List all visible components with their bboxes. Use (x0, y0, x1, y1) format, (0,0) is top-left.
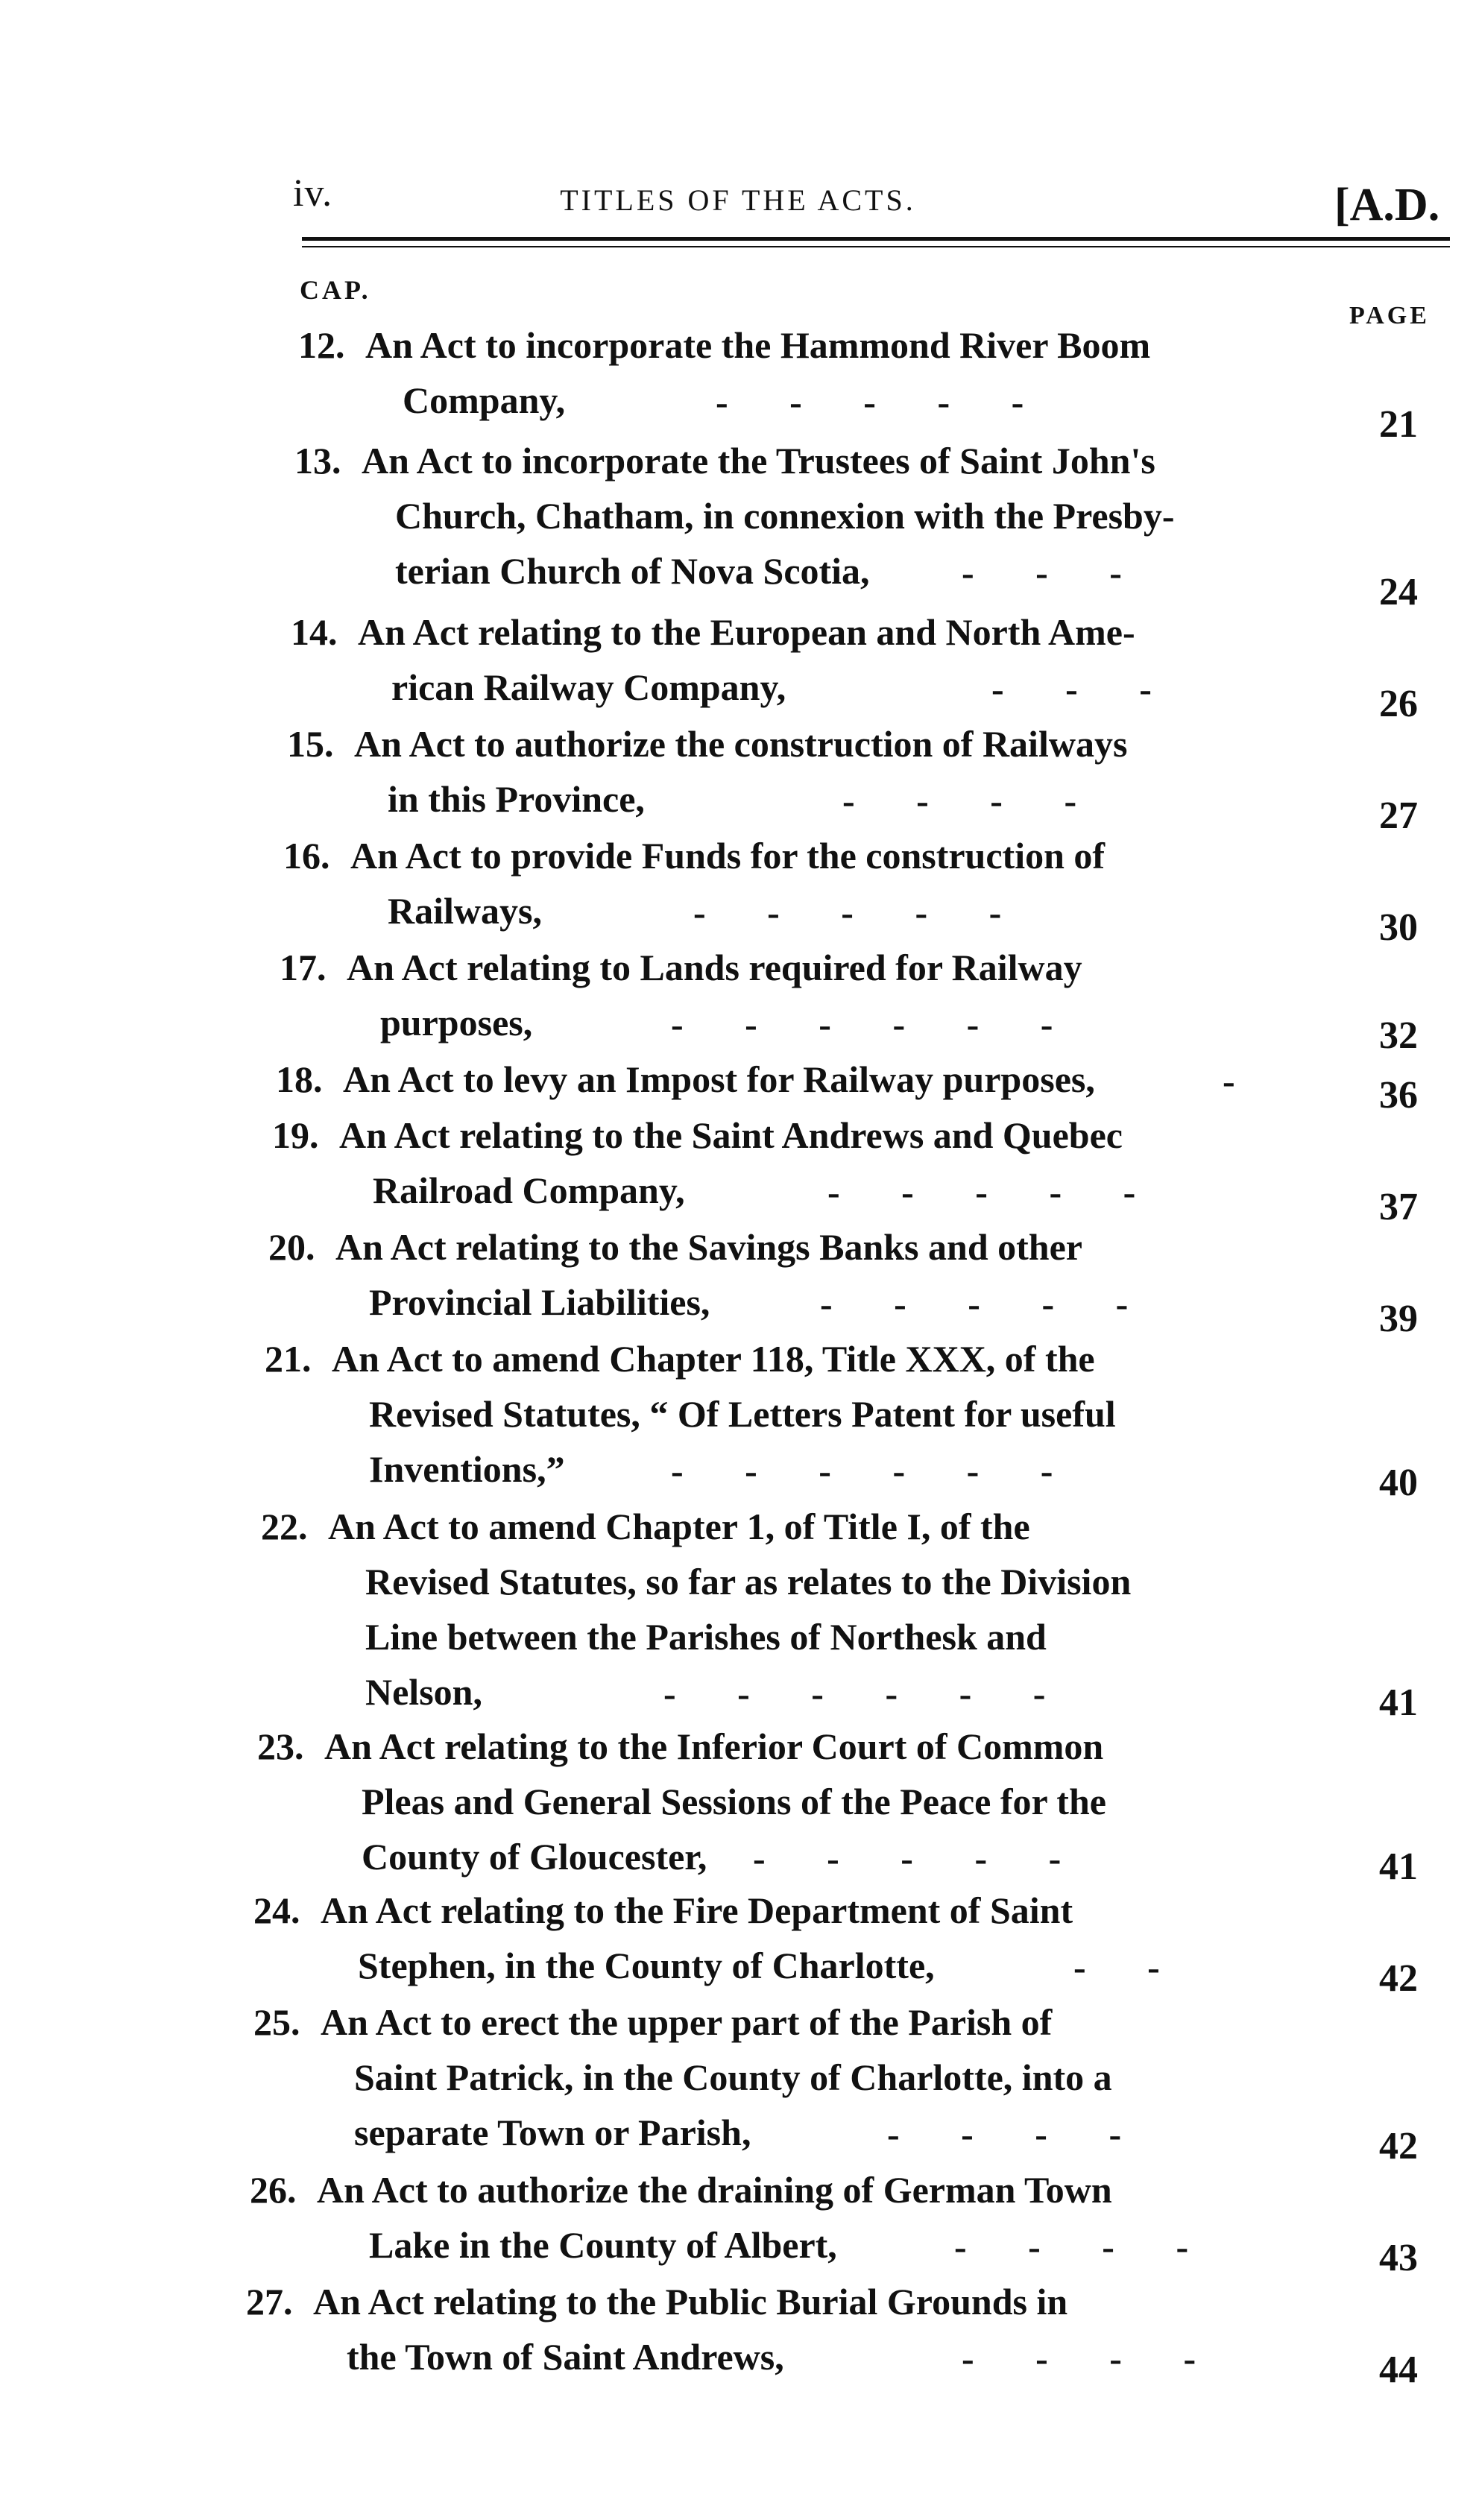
page-reference: 37 (1379, 1186, 1418, 1228)
page-reference: 43 (1379, 2237, 1418, 2279)
year-mark: [A.D. (1334, 180, 1440, 230)
act-title-line: An Act to erect the upper part of the Parish of (321, 2001, 1053, 2043)
dot-leader: - - - (991, 668, 1152, 710)
act-title-line: An Act to provide Funds for the construction of (350, 835, 1106, 877)
cap-number: 22. (261, 1506, 308, 1547)
act-title-line: An Act to levy an Impost for Railway purposes, (343, 1058, 1095, 1100)
dot-leader: - - - - - (820, 1283, 1129, 1324)
act-title-line: An Act relating to the Fire Department of Saint (321, 1889, 1073, 1931)
dot-leader: - - - - - - (671, 1450, 1053, 1491)
page-reference: 42 (1379, 1957, 1418, 2000)
page-reference: 30 (1379, 906, 1418, 949)
dot-leader: - - - - - (693, 891, 1002, 933)
page-reference: 44 (1379, 2349, 1418, 2391)
dot-leader: - - - - - (753, 1837, 1062, 1879)
cap-number: 12. (298, 324, 345, 366)
cap-number: 19. (272, 1114, 319, 1156)
act-title-line: An Act relating to the Saint Andrews and Quebec (339, 1114, 1123, 1156)
cap-number: 14. (291, 611, 338, 653)
act-title-line: Lake in the County of Albert, (369, 2224, 837, 2266)
cap-number: 26. (250, 2169, 297, 2211)
cap-number: 23. (257, 1725, 304, 1767)
act-title-line: the Town of Saint Andrews, (347, 2336, 784, 2378)
cap-number: 24. (253, 1889, 300, 1931)
cap-number: 21. (265, 1338, 312, 1380)
act-title-line: Pleas and General Sessions of the Peace for the (362, 1781, 1106, 1822)
dot-leader: - - - - - - (671, 1003, 1053, 1045)
page-column-label: PAGE (1349, 302, 1430, 329)
cap-number: 18. (276, 1058, 323, 1100)
cap-number: 13. (294, 440, 341, 481)
cap-number: 27. (246, 2281, 293, 2322)
cap-number: 16. (283, 835, 330, 877)
header-rule-thick (302, 237, 1450, 241)
act-title-line: An Act relating to Lands required for Railway (347, 947, 1082, 988)
cap-number: 20. (268, 1226, 315, 1268)
act-title-line: Church, Chatham, in connexion with the Presby- (395, 495, 1175, 537)
act-title-line: Saint Patrick, in the County of Charlotte, into a (354, 2056, 1112, 2098)
page-reference: 39 (1379, 1298, 1418, 1340)
act-title-line: Line between the Parishes of Northesk and (365, 1616, 1047, 1658)
act-title-line: Revised Statutes, “ Of Letters Patent for useful (369, 1393, 1116, 1435)
act-title-line: An Act to authorize the construction of Railways (354, 723, 1128, 765)
act-title-line: An Act relating to the Public Burial Grounds in (313, 2281, 1068, 2322)
act-title-line: Provincial Liabilities, (369, 1281, 710, 1323)
act-title-line: Company, (403, 379, 566, 421)
act-title-line: rican Railway Company, (391, 666, 786, 708)
act-title-line: An Act to authorize the draining of German Town (317, 2169, 1112, 2211)
page-reference: 42 (1379, 2125, 1418, 2167)
page-reference: 36 (1379, 1074, 1418, 1117)
page-reference: 21 (1379, 403, 1418, 446)
act-title-line: separate Town or Parish, (354, 2112, 751, 2153)
act-title-line: An Act to amend Chapter 1, of Title I, of the (328, 1506, 1030, 1547)
act-title-line: Revised Statutes, so far as relates to the Division (365, 1561, 1132, 1602)
dot-leader: - - (1073, 1946, 1160, 1988)
act-title-line: An Act to incorporate the Trustees of Saint John's (362, 440, 1155, 481)
act-title-line: purposes, (380, 1002, 533, 1043)
cap-number: 25. (253, 2001, 300, 2043)
page-reference: 26 (1379, 683, 1418, 725)
act-title-line: An Act to incorporate the Hammond River Boom (365, 324, 1151, 366)
header-rule-thin (302, 246, 1450, 247)
page-reference: 32 (1379, 1014, 1418, 1057)
act-title-line: in this Province, (388, 778, 645, 820)
cap-number: 17. (280, 947, 327, 988)
act-title-line: An Act relating to the European and North Ame- (358, 611, 1135, 653)
page-reference: 27 (1379, 795, 1418, 837)
page-reference: 41 (1379, 1845, 1418, 1888)
act-title-line: Railroad Company, (373, 1169, 685, 1211)
cap-number: 15. (287, 723, 334, 765)
act-title-line: Railways, (388, 890, 542, 932)
page-reference: 41 (1379, 1681, 1418, 1724)
act-title-line: An Act to amend Chapter 118, Title XXX, of the (332, 1338, 1095, 1380)
cap-column-label: CAP. (300, 275, 371, 305)
dot-leader: - - - - - - (663, 1673, 1046, 1714)
page-number: iv. (293, 172, 333, 215)
act-title-line: Nelson, (365, 1671, 482, 1713)
act-title-line: Inventions,” (369, 1448, 565, 1490)
act-title-line: Stephen, in the County of Charlotte, (358, 1945, 935, 1986)
act-title-line: terian Church of Nova Scotia, (395, 550, 870, 592)
dot-leader: - - - - - (827, 1171, 1136, 1213)
dot-leader: - - - (962, 552, 1122, 593)
act-title-line: An Act relating to the Inferior Court of Common (324, 1725, 1104, 1767)
dot-leader: - - - - (962, 2337, 1196, 2379)
act-title-line: County of Gloucester, (362, 1836, 707, 1878)
dot-leader: - - - - - (716, 381, 1024, 423)
page-reference: 24 (1379, 571, 1418, 613)
dot-leader: - (1223, 1060, 1235, 1102)
dot-leader: - - - - (842, 780, 1077, 821)
dot-leader: - - - - (887, 2113, 1122, 2155)
page-reference: 40 (1379, 1462, 1418, 1504)
act-title-line: An Act relating to the Savings Banks and other (335, 1226, 1082, 1268)
dot-leader: - - - - (954, 2226, 1189, 2267)
running-title: TITLES OF THE ACTS. (560, 183, 916, 217)
